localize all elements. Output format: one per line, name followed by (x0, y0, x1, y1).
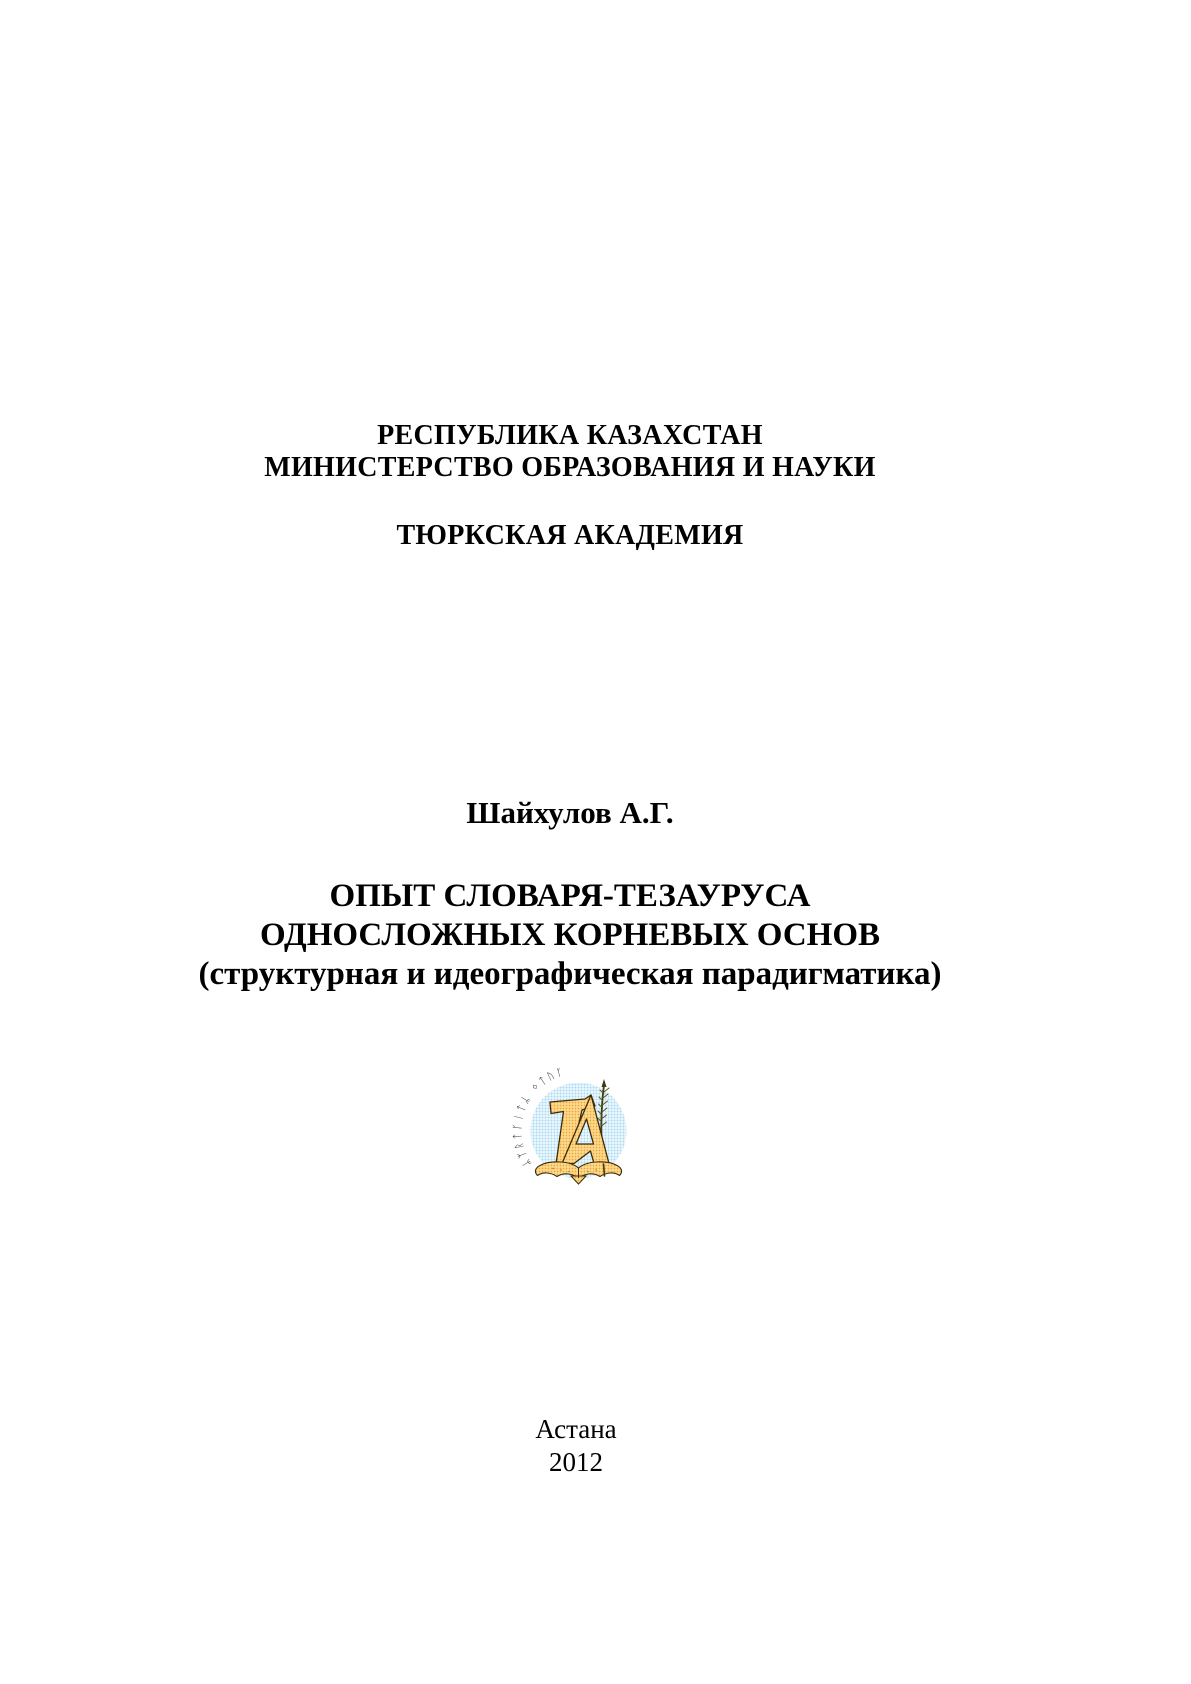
title-subtitle: (структурная и идеографическая парадигматика) (198, 956, 942, 992)
title-line-1: ОПЫТ СЛОВАРЯ-ТЕЗАУРУСА (329, 878, 811, 914)
academy-line: ТЮРКСКАЯ АКАДЕМИЯ (396, 520, 744, 551)
author-name: Шайхулов А.Г. (466, 795, 674, 830)
country-line: РЕСПУБЛИКА КАЗАХСТАН (377, 420, 763, 451)
imprint-block (0, 1413, 1152, 1479)
imprint-city: Астана (535, 1414, 617, 1444)
title-block (0, 877, 1140, 994)
title-line-2: ОДНОСЛОЖНЫХ КОРНЕВЫХ ОСНОВ (259, 917, 881, 953)
ministry-line: МИНИСТЕРСТВО ОБРАЗОВАНИЯ И НАУКИ (264, 452, 876, 483)
emblem-runic-inscription: ᛦᛉᚱᛏᚴᛁᛏᛦ ᛜᛏᚢᚴ (512, 1068, 568, 1169)
turkic-academy-emblem-icon (505, 1068, 655, 1192)
imprint-year: 2012 (549, 1447, 603, 1477)
turkic-academy-logo (505, 1068, 655, 1192)
header-block (0, 420, 1140, 552)
